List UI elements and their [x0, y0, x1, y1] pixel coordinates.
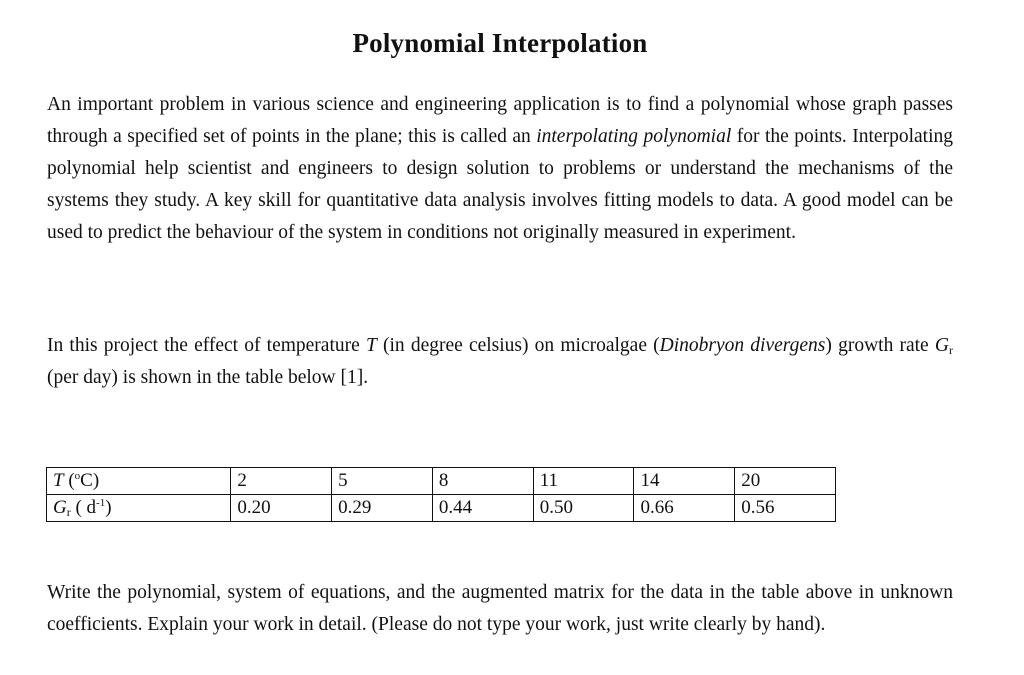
table-cell: 8 [432, 468, 533, 495]
intro-text-2: for the points. Interpolating polynomial help scientist and engineers to design solution to problems or understand the mechanisms of the systems they study. A key skill for quantitative data analysis involves fitting models to data. A good model can be used to predict the behaviour of the system in conditions not originally measured in experiment. [47, 126, 953, 243]
table-cell: 0.29 [332, 495, 433, 522]
project-text-4: (per day) is shown in the table below [1]. [47, 367, 369, 388]
intro-paragraph [47, 89, 953, 249]
table-cell: 2 [231, 468, 332, 495]
project-text-3: ) growth rate [825, 335, 935, 356]
row-label-growth-rate: $G_r$ ( $d^{-1}$) [47, 495, 231, 522]
table-cell: 0.66 [634, 495, 735, 522]
project-paragraph [47, 330, 953, 394]
table-row-temperature [47, 468, 836, 495]
row-label-temperature: T ($^o$C) [47, 468, 231, 495]
table-row-growth-rate [47, 495, 836, 522]
table-cell: 0.56 [735, 495, 836, 522]
intro-text-1: An important problem in various science and engineering application is to find a polynomial whose graph passes through a specified set of points in the plane; this is called an [47, 94, 953, 147]
table-cell: 5 [332, 468, 433, 495]
project-text-1: In this project the effect of temperature [47, 335, 366, 356]
rate-symbol: G [934, 335, 949, 356]
task-paragraph: Write the polynomial, system of equations, and the augmented matrix for the data in the table above in unknown coefficients. Explain your work in detail. (Please do not type your work, just write clearly by hand). [47, 582, 953, 635]
table-cell: 20 [735, 468, 836, 495]
table-cell: 0.44 [432, 495, 533, 522]
species-name: Dinobryon divergens [659, 335, 826, 356]
table-cell: 14 [634, 468, 735, 495]
table-cell: 0.20 [231, 495, 332, 522]
table-cell: 11 [533, 468, 634, 495]
project-text-2: (in degree celsius) on microalgae ( [376, 335, 660, 356]
rate-subscript: r [948, 343, 953, 357]
table-cell: 0.50 [533, 495, 634, 522]
intro-emphasis: interpolating polynomial [536, 126, 732, 147]
page-title: Polynomial Interpolation [352, 28, 648, 58]
temperature-symbol: T [365, 335, 377, 356]
data-table [46, 467, 836, 522]
